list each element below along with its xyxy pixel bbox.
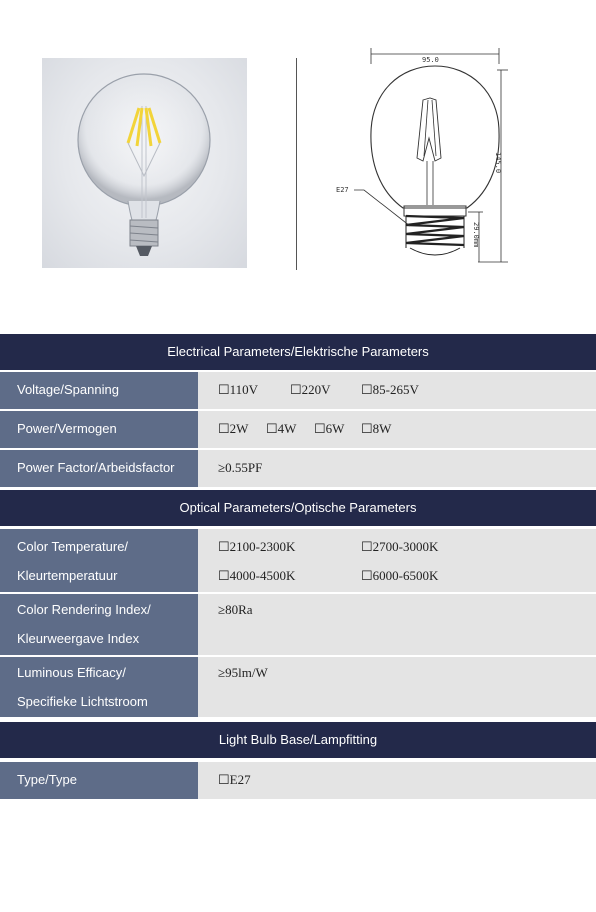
table-row-color-rendering: [0, 594, 596, 655]
row-value-cell: [198, 450, 596, 487]
row-label: Power Factor/Arbeidsfactor: [17, 460, 175, 475]
product-photo: [42, 58, 247, 268]
section-header-base: [0, 722, 596, 758]
option-2700-3000k[interactable]: ☐2700-3000K: [361, 539, 439, 554]
table-row-type: [0, 762, 596, 799]
base-dimension-label: 29.0mm: [472, 222, 480, 248]
option-110v[interactable]: ☐110V: [218, 382, 259, 397]
row-label-line2: Kleurweergave Index: [17, 631, 140, 646]
divider-line: [296, 58, 297, 270]
row-label: Voltage/Spanning: [17, 382, 119, 397]
option-2100-2300k[interactable]: ☐2100-2300K: [218, 539, 296, 554]
section-header-optical: [0, 490, 596, 526]
row-label-cell: [0, 450, 198, 487]
base-type-label: E27: [336, 186, 349, 194]
power-factor-value: ≥0.55PF: [218, 460, 263, 475]
row-label-line1: Color Rendering Index/: [17, 602, 151, 617]
section-title: Optical Parameters/Optische Parameters: [179, 500, 417, 515]
option-85-265v[interactable]: ☐85-265V: [361, 382, 419, 397]
height-dimension-label: 145.0: [494, 152, 502, 174]
table-row-color-temperature: [0, 529, 596, 592]
technical-drawing: [318, 40, 518, 270]
option-8w[interactable]: ☐8W: [361, 421, 392, 436]
row-value-cell: [198, 657, 596, 717]
row-label-line1: Luminous Efficacy/: [17, 665, 126, 680]
option-e27[interactable]: ☐E27: [218, 772, 251, 787]
row-label-line2: Kleurtemperatuur: [17, 568, 118, 583]
table-row-power: [0, 411, 596, 448]
row-label-cell: [0, 411, 198, 448]
table-row-voltage: [0, 372, 596, 409]
option-4000-4500k[interactable]: ☐4000-4500K: [218, 568, 296, 583]
width-dimension-label: 95.0: [422, 56, 439, 64]
row-label-cell: [0, 529, 198, 592]
row-label: Power/Vermogen: [17, 421, 117, 436]
row-label: Type/Type: [17, 772, 77, 787]
section-title: Electrical Parameters/Elektrische Parameters: [167, 344, 429, 359]
row-label-cell: [0, 657, 198, 717]
option-6000-6500k[interactable]: ☐6000-6500K: [361, 568, 439, 583]
row-value-cell: [198, 594, 596, 655]
row-label-cell: [0, 762, 198, 799]
option-4w[interactable]: ☐4W: [266, 421, 297, 436]
option-220v[interactable]: ☐220V: [290, 382, 331, 397]
row-label-line1: Color Temperature/: [17, 539, 129, 554]
row-value-cell: [198, 529, 596, 592]
section-title: Light Bulb Base/Lampfitting: [218, 732, 378, 747]
option-6w[interactable]: ☐6W: [314, 421, 345, 436]
row-label-cell: [0, 372, 198, 409]
efficacy-value: ≥95lm/W: [218, 665, 268, 680]
row-value-cell: [198, 372, 596, 409]
row-value-cell: [198, 411, 596, 448]
cri-value: ≥80Ra: [218, 602, 253, 617]
table-row-power-factor: [0, 450, 596, 487]
row-label-cell: [0, 594, 198, 655]
table-row-luminous-efficacy: [0, 657, 596, 717]
option-2w[interactable]: ☐2W: [218, 421, 249, 436]
row-value-cell: [198, 762, 596, 799]
section-header-electrical: [0, 334, 596, 370]
row-label-line2: Specifieke Lichtstroom: [17, 694, 148, 709]
